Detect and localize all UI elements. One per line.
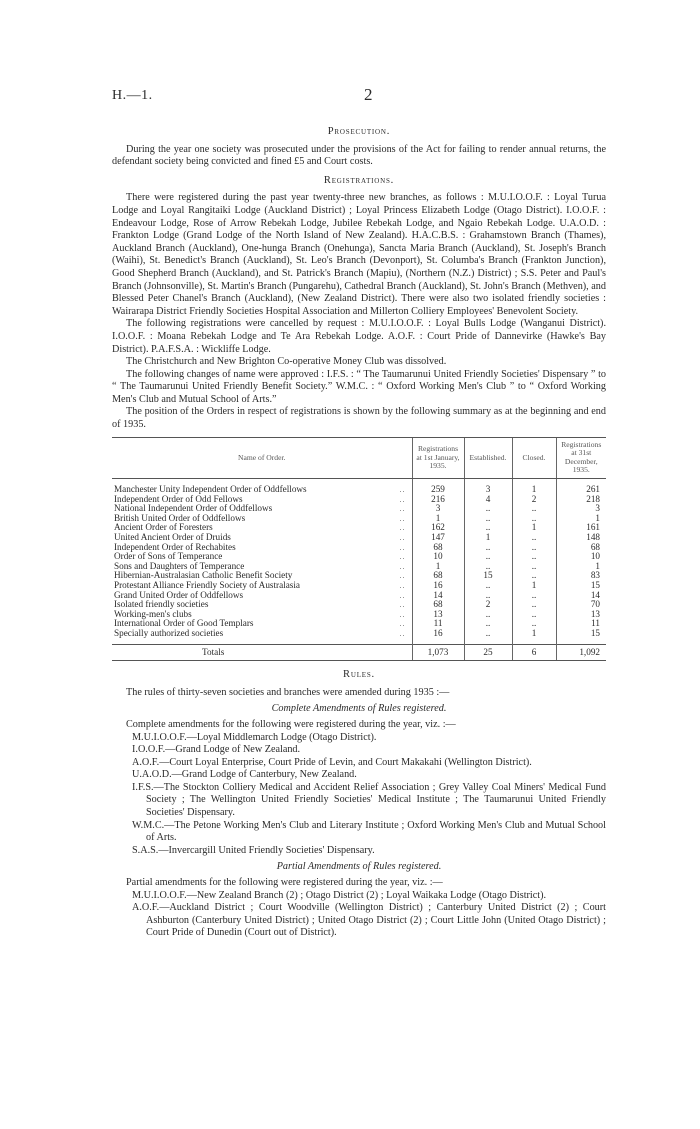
- registrations-paragraph-4: The following changes of name were approved : I.F.S. : “ The Taumarunui United Friendly Societies' Dispensary ” to “ The Taumarunui United Friendly Benefit Society.” W.M.C. : “ Oxford Working Men's Club ” to “ Oxford Working Men's Club and Mutual School of Arts.”: [112, 368, 606, 405]
- cell-text: ..: [485, 503, 491, 514]
- registrations-paragraph-1: There were registered during the past year twenty-three new branches, as follows : M.U.I.O.O.F. : Loyal Turua Lodge and Loyal Rangitaiki Lodge (Auckland District) ; Loyal Princess Elizabeth Lodge (Otago District). I.O.O.F. : Endeavour Lodge, Rose of Arrow Rebekah Lodge, Jubilee Rebekah Lodge, and Ngaio Rebekah Lodge. U.A.O.D. : Frankton Lodge (Grand Lodge of the North Island of New Zealand). H.A.C.B.S. : Grahamstown Branch (Thames), Auckland Branch (Auckland), One-hunga Branch (Onehunga), Sancta Maria Branch (Auckland), St. Joseph's Branch (Waihi), St. Benedict's Branch (Auckland), St. Leo's Branch (Devonport), St. Columba's Branch (Frankton Junction), Good Shepherd Branch (Auckland), and St. Patrick's Branch (Mapiu), (Northern (N.Z.) District) ; S.S. Peter and Paul's Branch (Johnsonville), St. Martin's Branch (Pungarehu), Cathedral Branch (Auckland), St. John's Branch (Methven), and Blessed Peter Chanel's Branch (Auckland), (New Zealand District). There were also two isolated friendly societies : Wairarapa District Friendly Societies Hospital Association and Millerton Colliery Employees' Benevolent Society.: [112, 192, 606, 317]
- registrations-heading: Registrations.: [323, 174, 395, 186]
- cell-text: 148: [586, 532, 600, 542]
- cell-text: 15: [590, 579, 600, 590]
- cell-text: Independent Order of Rechabites: [114, 541, 236, 552]
- cell-text: 2: [531, 493, 537, 504]
- registrations-paragraph-5: The position of the Orders in respect of registrations is shown by the following summary as at the beginning and end of 1935.: [112, 406, 606, 431]
- cell-text: ..: [485, 627, 491, 638]
- cell-text: Isolated friendly societies: [114, 599, 209, 610]
- cell-text: Grand United Order of Oddfellows: [114, 589, 244, 600]
- cell-text: 16: [433, 579, 443, 590]
- cell-text: ..: [531, 589, 537, 600]
- cell-text: ..: [531, 560, 537, 571]
- col-header-start: Registrations at 1st January, 1935.: [412, 437, 464, 478]
- cell-text: ..: [485, 608, 491, 619]
- complete-amendments-list: [112, 732, 606, 858]
- totals-established-cell: 25: [464, 644, 512, 661]
- cell-text: ..: [485, 551, 491, 562]
- leader-dots: ..: [399, 552, 406, 562]
- cell-text: ..: [531, 618, 537, 629]
- closed-count-cell: [512, 629, 556, 644]
- cell-text: ..: [531, 599, 537, 610]
- cell-text: International Order of Good Templars: [114, 618, 254, 629]
- cell-text: 16: [433, 627, 443, 638]
- order-name-cell: [112, 629, 412, 644]
- complete-amendment-item: W.M.C.—The Petone Working Men's Club and Literary Institute ; Oxford Working Men's Club and Mutual School of Arts.: [132, 819, 606, 844]
- cell-text: ..: [531, 512, 537, 523]
- complete-amendment-item: I.O.O.F.—Grand Lodge of New Zealand.: [132, 744, 301, 756]
- cell-text: 68: [433, 541, 443, 552]
- col-header-name: Name of Order.: [112, 437, 412, 478]
- cell-text: 68: [433, 570, 443, 581]
- cell-text: 15: [483, 570, 493, 581]
- cell-text: 1: [531, 522, 537, 533]
- cell-text: 1: [435, 560, 441, 571]
- cell-text: ..: [531, 551, 537, 562]
- cell-text: 261: [586, 484, 600, 495]
- cell-text: ..: [485, 512, 491, 523]
- leader-dots: ..: [399, 494, 406, 504]
- partial-amendments-heading: Partial Amendments of Rules registered.: [276, 861, 442, 873]
- leader-dots: ..: [399, 523, 406, 533]
- cell-text: 83: [590, 570, 600, 581]
- cell-text: Sons and Daughters of Temperance: [114, 560, 245, 571]
- complete-amendments-heading: Complete Amendments of Rules registered.: [271, 703, 447, 715]
- rules-heading: Rules.: [343, 669, 375, 681]
- totals-end-cell: 1,092: [556, 644, 606, 661]
- partial-amendments-intro: Partial amendments for the following were registered during the year, viz. :—: [126, 877, 443, 889]
- cell-text: Hibernian-Australasian Catholic Benefit Society: [114, 570, 293, 581]
- cell-text: 216: [431, 493, 445, 504]
- start-count-cell: [412, 479, 464, 495]
- complete-amendment-item: A.O.F.—Court Loyal Enterprise, Court Pride of Levin, and Court Makakahi (Wellington District).: [132, 756, 532, 768]
- col-header-closed: Closed.: [512, 437, 556, 478]
- cell-text: 14: [590, 589, 600, 600]
- table-row: [112, 629, 606, 644]
- table-header-row: [112, 437, 606, 478]
- end-count-cell: [556, 629, 606, 644]
- cell-text: 3: [435, 503, 441, 514]
- cell-text: ..: [531, 503, 537, 514]
- totals-closed-cell: 6: [512, 644, 556, 661]
- cell-text: National Independent Order of Oddfellows: [114, 503, 273, 514]
- cell-text: ..: [485, 541, 491, 552]
- rules-intro: The rules of thirty-seven societies and branches were amended during 1935 :—: [126, 686, 450, 698]
- cell-text: ..: [531, 608, 537, 619]
- cell-text: ..: [485, 589, 491, 600]
- totals-start-cell: 1,073: [412, 644, 464, 661]
- cell-text: 147: [431, 532, 445, 542]
- cell-text: 162: [431, 522, 445, 533]
- cell-text: Manchester Unity Independent Order of Oddfellows: [114, 484, 307, 495]
- leader-dots: ..: [399, 542, 406, 552]
- leader-dots: ..: [399, 561, 406, 571]
- prosecution-heading: Prosecution.: [327, 126, 391, 137]
- complete-amendment-item: U.A.O.D.—Grand Lodge of Canterbury, New Zealand.: [132, 769, 357, 781]
- cell-text: Specially authorized societies: [114, 627, 224, 638]
- cell-text: 13: [590, 608, 600, 619]
- leader-dots: ..: [399, 619, 406, 629]
- cell-text: 68: [433, 599, 443, 610]
- cell-text: ..: [485, 579, 491, 590]
- partial-amendments-list: [112, 890, 606, 940]
- cell-text: 10: [590, 551, 600, 562]
- leader-dots: ..: [399, 533, 406, 542]
- cell-text: Working-men's clubs: [114, 608, 192, 619]
- cell-text: 1: [595, 560, 600, 571]
- totals-label-cell: Totals: [112, 644, 412, 661]
- partial-amendment-item: M.U.I.O.O.F.—New Zealand Branch (2) ; Otago District (2) ; Loyal Waikaka Lodge (Otago District).: [132, 889, 547, 901]
- leader-dots: ..: [399, 513, 406, 523]
- leader-dots: ..: [399, 628, 406, 638]
- page-header: [112, 85, 612, 108]
- cell-text: 11: [591, 618, 600, 629]
- cell-text: 1: [595, 512, 600, 523]
- established-count-cell: [464, 629, 512, 644]
- cell-text: Ancient Order of Foresters: [114, 522, 213, 533]
- leader-dots: ..: [399, 580, 406, 590]
- leader-dots: ..: [399, 590, 406, 600]
- cell-text: 2: [485, 599, 491, 610]
- cell-text: 1: [485, 532, 491, 542]
- totals-row: [112, 644, 606, 661]
- page-content: [112, 120, 606, 940]
- col-header-end: Registrations at 31st December, 1935.: [556, 437, 606, 478]
- cell-text: ..: [485, 618, 491, 629]
- cell-text: 161: [586, 522, 600, 533]
- start-count-cell: [412, 629, 464, 644]
- complete-amendment-item: I.F.S.—The Stockton Colliery Medical and Accident Relief Association ; Grey Valley Coal Miners' Medical Fund Society ; The Wellington United Friendly Societies' Medical Institute ; The Taumarunui United Friendly Societies' Dispensary.: [132, 781, 606, 819]
- registrations-paragraph-3: The Christchurch and New Brighton Co-operative Money Club was dissolved.: [126, 356, 447, 368]
- leader-dots: ..: [399, 504, 406, 514]
- cell-text: 13: [433, 608, 443, 619]
- cell-text: 10: [433, 551, 443, 562]
- end-count-cell: [556, 479, 606, 495]
- cell-text: Independent Order of Odd Fellows: [114, 493, 243, 504]
- cell-text: Protestant Alliance Friendly Society of Australasia: [114, 579, 301, 590]
- cell-text: ..: [531, 532, 537, 542]
- cell-text: ..: [485, 522, 491, 533]
- cell-text: 70: [590, 599, 600, 610]
- cell-text: British United Order of Oddfellows: [114, 512, 246, 523]
- complete-amendment-item: S.A.S.—Invercargill United Friendly Societies' Dispensary.: [132, 844, 375, 856]
- cell-text: ..: [531, 541, 537, 552]
- leader-dots: ..: [399, 600, 406, 610]
- cell-text: Order of Sons of Temperance: [114, 551, 223, 562]
- document-reference: H.—1.: [112, 88, 153, 103]
- cell-text: 3: [595, 503, 600, 514]
- registrations-paragraph-2: The following registrations were cancelled by request : M.U.I.O.O.F. : Loyal Bulls Lodge (Wanganui District). I.O.O.F. : Moana Rebekah Lodge and Te Ara Rebekah Lodge. A.O.F. : Court Pride of Dannevirke (Hawke's Bay District). P.A.F.S.A. : Wickliffe Lodge.: [112, 318, 606, 355]
- cell-text: 259: [431, 484, 445, 495]
- table-row: [112, 479, 606, 495]
- cell-text: 68: [590, 541, 600, 552]
- cell-text: 4: [485, 493, 491, 504]
- cell-text: 218: [586, 493, 600, 504]
- cell-text: 1: [435, 512, 441, 523]
- established-count-cell: [464, 479, 512, 495]
- partial-amendment-item: A.O.F.—Auckland District ; Court Woodville (Wellington District) ; Canterbury United District (2) ; Court Ashburton (Canterbury United District) ; United Otago District (2) ; Court Little John (United Otago District) ; Court Pride of Dunedin (Court out of District).: [132, 902, 606, 939]
- cell-text: 11: [433, 618, 443, 629]
- cell-text: 15: [590, 627, 600, 638]
- col-header-established: Established.: [464, 437, 512, 478]
- cell-text: 1: [531, 579, 537, 590]
- order-name-cell: [112, 479, 412, 495]
- cell-text: 14: [433, 589, 443, 600]
- closed-count-cell: [512, 479, 556, 495]
- cell-text: 1: [531, 627, 537, 638]
- leader-dots: ..: [399, 485, 406, 495]
- cell-text: ..: [531, 570, 537, 581]
- complete-amendments-intro: Complete amendments for the following were registered during the year, viz. :—: [126, 718, 456, 730]
- leader-dots: ..: [399, 571, 406, 581]
- prosecution-paragraph: During the year one society was prosecuted under the provisions of the Act for failing to render annual returns, the defendant society being convicted and fined £5 and Court costs.: [112, 143, 606, 168]
- page-number: 2: [364, 85, 373, 104]
- table-body: [112, 479, 606, 661]
- cell-text: 1: [531, 484, 537, 495]
- complete-amendment-item: M.U.I.O.O.F.—Loyal Middlemarch Lodge (Otago District).: [132, 731, 377, 743]
- cell-text: ..: [485, 560, 491, 571]
- cell-text: 3: [485, 484, 491, 495]
- leader-dots: ..: [399, 609, 406, 619]
- cell-text: United Ancient Order of Druids: [114, 532, 231, 542]
- registrations-table: [112, 437, 606, 661]
